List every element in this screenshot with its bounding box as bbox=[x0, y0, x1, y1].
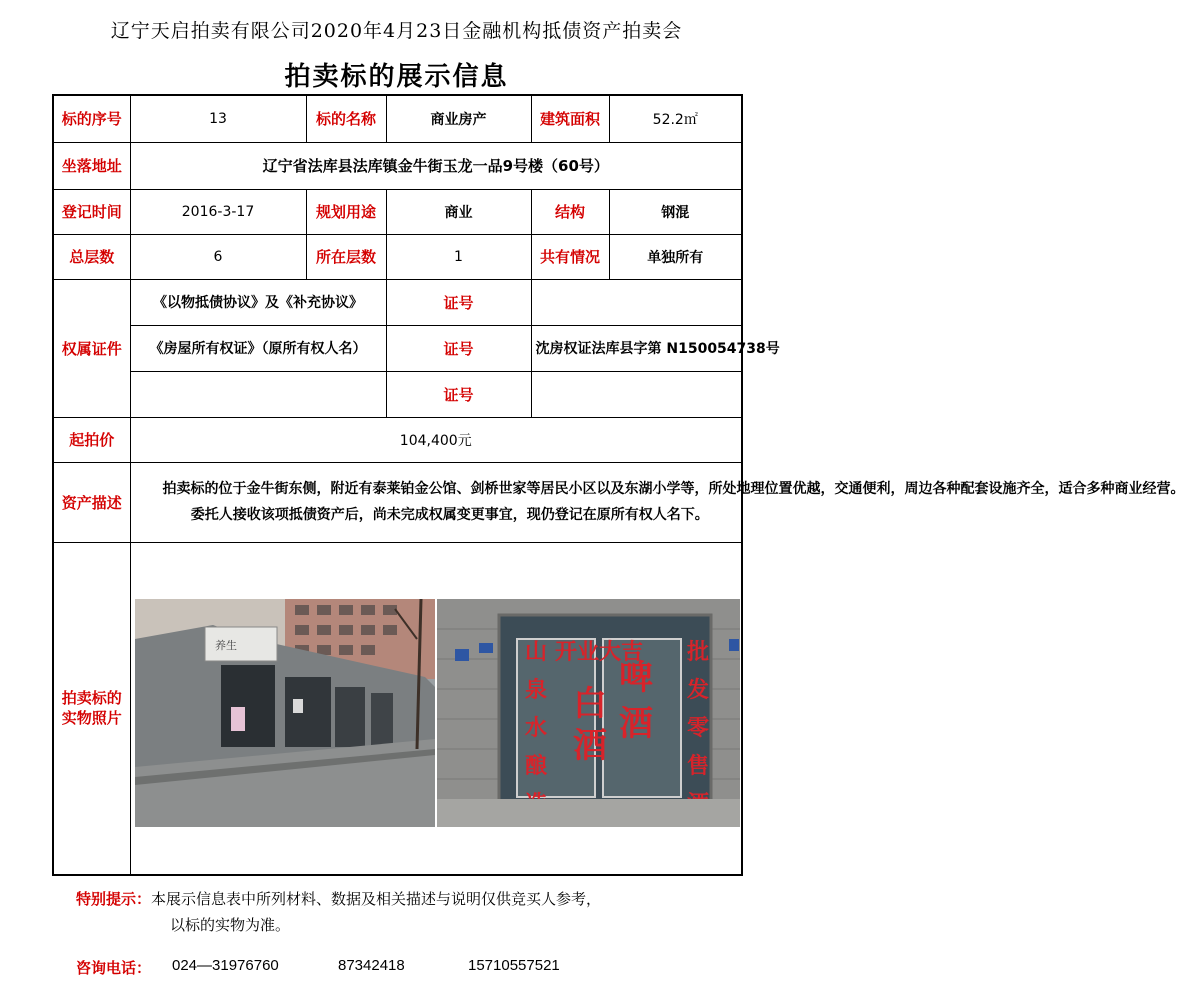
sign-jiu-1: 酒 bbox=[572, 725, 607, 766]
sign-pi: 批 bbox=[686, 639, 709, 665]
phone-1: 024—31976760 bbox=[172, 957, 279, 974]
row-cert-2 bbox=[53, 325, 742, 371]
sign-pi2: 啤 bbox=[618, 657, 653, 698]
seq-value: 13 bbox=[130, 95, 306, 142]
floor-value: 1 bbox=[386, 234, 531, 279]
date-label: 登记时间 bbox=[53, 189, 130, 234]
row-price bbox=[53, 417, 742, 462]
struct-value: 钢混 bbox=[609, 189, 742, 234]
sign-jiu-2: 酒 bbox=[618, 703, 653, 744]
notice-line2: 以标的实物为准。 bbox=[170, 916, 291, 934]
cert-no-label-1: 证号 bbox=[386, 279, 531, 325]
share-value: 单独所有 bbox=[609, 234, 742, 279]
price-value: 104,400元 bbox=[130, 417, 742, 462]
name-value: 商业房产 bbox=[386, 95, 531, 142]
use-label: 规划用途 bbox=[306, 189, 386, 234]
contact-label: 咨询电话： bbox=[76, 959, 152, 977]
sign-bai: 白 bbox=[572, 683, 607, 724]
desc-para-1: 拍卖标的位于金牛街东侧，附近有泰莱铂金公馆、剑桥世家等居民小区以及东湖小学等，所处地理位置优越，交通便利，周边各种配套设施齐全，适合多种商业经营。 bbox=[162, 481, 1185, 497]
area-value: 52.2㎡ bbox=[609, 95, 742, 142]
price-label: 起拍价 bbox=[53, 417, 130, 462]
cert-no-2: 沈房权证法库县字第 N150054738号 bbox=[531, 325, 742, 371]
photo-strip bbox=[135, 599, 740, 827]
sign-fa: 发 bbox=[686, 677, 709, 703]
struct-label: 结构 bbox=[531, 189, 609, 234]
cert-no-3 bbox=[531, 371, 742, 417]
area-label: 建筑面积 bbox=[531, 95, 609, 142]
row-photo bbox=[53, 542, 742, 875]
desc-label: 资产描述 bbox=[53, 462, 130, 542]
name-label: 标的名称 bbox=[306, 95, 386, 142]
desc-cell bbox=[130, 462, 1185, 542]
row-cert-3 bbox=[53, 371, 742, 417]
floors-value: 6 bbox=[130, 234, 306, 279]
seq-label: 标的序号 bbox=[53, 95, 130, 142]
contact-line bbox=[76, 957, 560, 978]
date-value: 2016-3-17 bbox=[130, 189, 306, 234]
cert-doc-2: 《房屋所有权证》（原所有权人名） bbox=[130, 325, 386, 371]
cert-no-1 bbox=[531, 279, 742, 325]
share-label: 共有情况 bbox=[531, 234, 609, 279]
cert-doc-1: 《以物抵债协议》及《补充协议》 bbox=[130, 279, 386, 325]
cert-doc-3 bbox=[130, 371, 386, 417]
row-basic bbox=[53, 95, 742, 142]
photo-label: 拍卖标的实物照片 bbox=[53, 542, 130, 875]
photo-street bbox=[135, 599, 435, 827]
cert-no-label-2: 证号 bbox=[386, 325, 531, 371]
floor-label: 所在层数 bbox=[306, 234, 386, 279]
sign-shou: 售 bbox=[686, 753, 709, 779]
phone-2: 87342418 bbox=[338, 957, 405, 974]
photo-cell bbox=[130, 542, 742, 875]
sign-kaiye: 开业大吉 bbox=[554, 639, 643, 665]
shop-sign-text: 养生 bbox=[214, 638, 237, 652]
location-label: 坐落地址 bbox=[53, 142, 130, 189]
sign-ling: 零 bbox=[686, 715, 709, 741]
floors-label: 总层数 bbox=[53, 234, 130, 279]
sign-quan: 泉 bbox=[524, 677, 547, 703]
special-notice bbox=[76, 886, 601, 938]
use-value: 商业 bbox=[386, 189, 531, 234]
sign-niang: 酿 bbox=[524, 753, 547, 779]
photo-shopfront bbox=[437, 599, 740, 827]
desc-para-2: 委托人接收该项抵债资产后，尚未完成权属变更事宜，现仍登记在原所有权人名下。 bbox=[190, 507, 709, 523]
phone-3: 15710557521 bbox=[468, 957, 560, 974]
sign-shan: 山 bbox=[524, 639, 547, 665]
row-register bbox=[53, 189, 742, 234]
info-table bbox=[52, 94, 1185, 876]
location-value: 辽宁省法库县法库镇金牛街玉龙一品9号楼（60号） bbox=[130, 142, 742, 189]
notice-label: 特别提示： bbox=[76, 890, 152, 908]
row-desc bbox=[53, 462, 742, 542]
cert-label: 权属证件 bbox=[53, 279, 130, 417]
sign-shui: 水 bbox=[524, 715, 547, 741]
cert-no-label-3: 证号 bbox=[386, 371, 531, 417]
notice-line1: 本展示信息表中所列材料、数据及相关描述与说明仅供竞买人参考， bbox=[151, 890, 602, 908]
row-location bbox=[53, 142, 742, 189]
page-title: 拍卖标的展示信息 bbox=[284, 62, 509, 92]
auction-header: 辽宁天启拍卖有限公司2020年4月23日金融机构抵债资产拍卖会 bbox=[110, 20, 683, 42]
row-cert-1 bbox=[53, 279, 742, 325]
row-floors bbox=[53, 234, 742, 279]
